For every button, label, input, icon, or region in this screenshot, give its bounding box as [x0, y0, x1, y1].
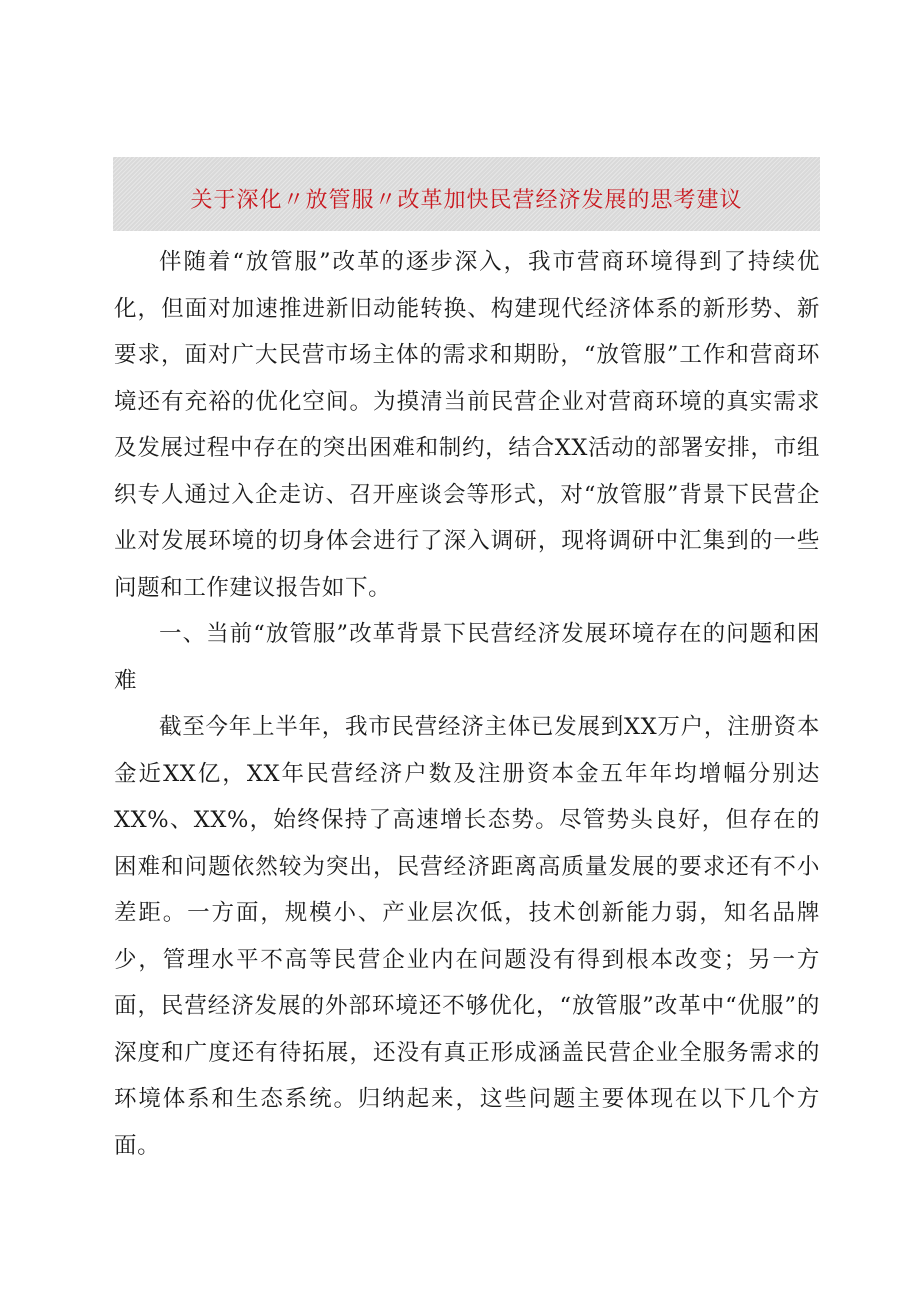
section-heading-1: 一、当前“放管服”改革背景下民营经济发展环境存在的问题和困难 — [114, 621, 820, 694]
title-banner — [113, 157, 820, 231]
intro-paragraph: 伴随着“放管服”改革的逐步深入，我市营商环境得到了持续优化，但面对加速推进新旧动能转换、构建现代经济体系的新形势、新要求，面对广大民营市场主体的需求和期盼，“放管服”工作和营商环境还有充裕的优化空间。为摸清当前民营企业对营商环境的真实需求及发展过程中存在的突出困难和制约，结合XX活动的部署安排，市组织专人通过入企走访、召开座谈会等形式，对“放管服”背景下民营企业对发展环境的切身体会进行了深入调研，现将调研中汇集到的一些问题和工作建议报告如下。 — [114, 249, 820, 601]
section-paragraph-1: 截至今年上半年，我市民营经济主体已发展到XX万户，注册资本金近XX亿，XX年民营经济户数及注册资本金五年年均增幅分别达XX%、XX%，始终保持了高速增长态势。尽管势头良好，但存在的困难和问题依然较为突出，民营经济距离高质量发展的要求还有不小差距。一方面，规模小、产业层次低，技术创新能力弱，知名品牌少，管理水平不高等民营企业内在问题没有得到根本改变；另一方面，民营经济发展的外部环境还不够优化，“放管服”改革中“优服”的深度和广度还有待拓展，还没有真正形成涵盖民营企业全服务需求的环境体系和生态系统。归纳起来，这些问题主要体现在以下几个方面。 — [114, 714, 820, 1159]
document-body — [114, 239, 820, 1169]
document-title: 关于深化〃放管服〃改革加快民营经济发展的思考建议 — [190, 187, 743, 213]
